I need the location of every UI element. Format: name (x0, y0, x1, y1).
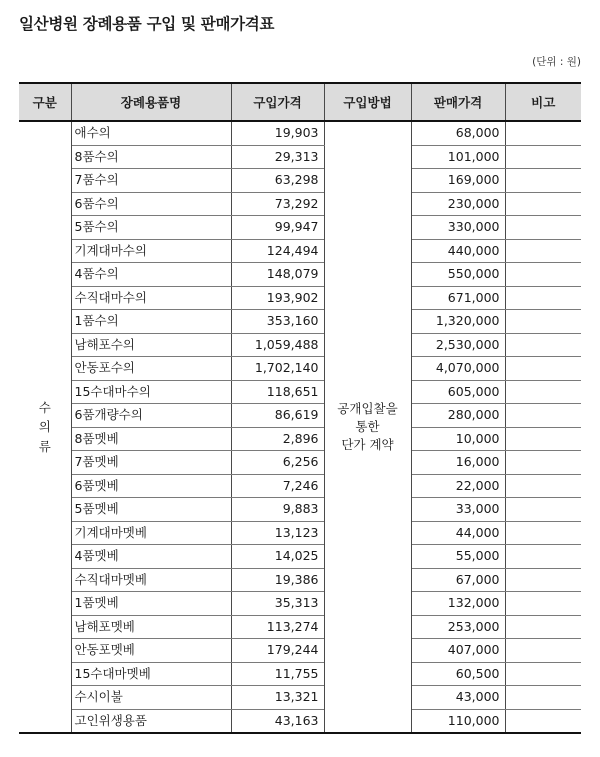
table-row (19, 451, 581, 475)
table-row (19, 310, 581, 334)
remarks-cell (505, 192, 581, 216)
remarks-cell (505, 521, 581, 545)
sale-price-cell: 1,320,000 (411, 310, 505, 334)
purchase-price-cell: 353,160 (231, 310, 324, 334)
purchase-price-cell: 124,494 (231, 239, 324, 263)
remarks-cell (505, 451, 581, 475)
item-name-cell: 기계대마수의 (71, 239, 231, 263)
table-row (19, 474, 581, 498)
item-name-cell: 1품수의 (71, 310, 231, 334)
remarks-cell (505, 380, 581, 404)
purchase-price-cell: 35,313 (231, 592, 324, 616)
sale-price-cell: 16,000 (411, 451, 505, 475)
sale-price-cell: 68,000 (411, 121, 505, 145)
category-char: 류 (38, 438, 51, 454)
remarks-cell (505, 709, 581, 733)
table-row (19, 498, 581, 522)
item-name-cell: 7품멧베 (71, 451, 231, 475)
item-name-cell: 4품멧베 (71, 545, 231, 569)
table-row (19, 427, 581, 451)
item-name-cell: 수직대마수의 (71, 286, 231, 310)
item-name-cell: 안동포멧베 (71, 639, 231, 663)
purchase-price-cell: 43,163 (231, 709, 324, 733)
purchase-price-cell: 29,313 (231, 145, 324, 169)
sale-price-cell: 132,000 (411, 592, 505, 616)
remarks-cell (505, 286, 581, 310)
remarks-cell (505, 427, 581, 451)
item-name-cell: 1품멧베 (71, 592, 231, 616)
table-row (19, 568, 581, 592)
remarks-cell (505, 169, 581, 193)
category-char: 의 (38, 419, 51, 435)
purchase-method-cell (324, 121, 411, 733)
purchase-price-cell: 148,079 (231, 263, 324, 287)
sale-price-cell: 169,000 (411, 169, 505, 193)
purchase-price-cell: 2,896 (231, 427, 324, 451)
table-row (19, 639, 581, 663)
purchase-price-cell: 14,025 (231, 545, 324, 569)
purchase-price-cell: 11,755 (231, 662, 324, 686)
purchase-price-cell: 9,883 (231, 498, 324, 522)
remarks-cell (505, 639, 581, 663)
purchase-price-cell: 63,298 (231, 169, 324, 193)
header-sale-price: 판매가격 (411, 83, 505, 121)
header-row (19, 83, 581, 121)
purchase-price-cell: 179,244 (231, 639, 324, 663)
remarks-cell (505, 145, 581, 169)
table-row (19, 145, 581, 169)
remarks-cell (505, 333, 581, 357)
purchase-price-cell: 193,902 (231, 286, 324, 310)
purchase-price-cell: 1,059,488 (231, 333, 324, 357)
table-row (19, 709, 581, 733)
sale-price-cell: 10,000 (411, 427, 505, 451)
item-name-cell: 수직대마멧베 (71, 568, 231, 592)
sale-price-cell: 60,500 (411, 662, 505, 686)
table-row (19, 216, 581, 240)
item-name-cell: 8품멧베 (71, 427, 231, 451)
remarks-cell (505, 662, 581, 686)
purchase-price-cell: 73,292 (231, 192, 324, 216)
sale-price-cell: 67,000 (411, 568, 505, 592)
sale-price-cell: 44,000 (411, 521, 505, 545)
purchase-price-cell: 6,256 (231, 451, 324, 475)
remarks-cell (505, 216, 581, 240)
table-row (19, 333, 581, 357)
sale-price-cell: 4,070,000 (411, 357, 505, 381)
item-name-cell: 수시이불 (71, 686, 231, 710)
table-row (19, 615, 581, 639)
purchase-price-cell: 113,274 (231, 615, 324, 639)
sale-price-cell: 330,000 (411, 216, 505, 240)
remarks-cell (505, 121, 581, 145)
item-name-cell: 안동포수의 (71, 357, 231, 381)
purchase-price-cell: 19,903 (231, 121, 324, 145)
table-row (19, 545, 581, 569)
header-purchase-method: 구입방법 (324, 83, 411, 121)
remarks-cell (505, 545, 581, 569)
sale-price-cell: 230,000 (411, 192, 505, 216)
item-name-cell: 남해포멧베 (71, 615, 231, 639)
table-row (19, 662, 581, 686)
item-name-cell: 15수대마멧베 (71, 662, 231, 686)
item-name-cell: 5품수의 (71, 216, 231, 240)
remarks-cell (505, 310, 581, 334)
item-name-cell: 4품수의 (71, 263, 231, 287)
price-table (19, 82, 581, 734)
item-name-cell: 6품멧베 (71, 474, 231, 498)
remarks-cell (505, 263, 581, 287)
item-name-cell: 15수대마수의 (71, 380, 231, 404)
sale-price-cell: 671,000 (411, 286, 505, 310)
table-row (19, 380, 581, 404)
item-name-cell: 5품멧베 (71, 498, 231, 522)
purchase-price-cell: 86,619 (231, 404, 324, 428)
remarks-cell (505, 615, 581, 639)
item-name-cell: 6품수의 (71, 192, 231, 216)
sale-price-cell: 33,000 (411, 498, 505, 522)
sale-price-cell: 253,000 (411, 615, 505, 639)
sale-price-cell: 407,000 (411, 639, 505, 663)
purchase-method-line: 공개입찰을 (337, 400, 398, 416)
remarks-cell (505, 404, 581, 428)
category-cell (19, 121, 71, 733)
remarks-cell (505, 686, 581, 710)
sale-price-cell: 550,000 (411, 263, 505, 287)
item-name-cell: 기계대마멧베 (71, 521, 231, 545)
remarks-cell (505, 568, 581, 592)
table-row (19, 169, 581, 193)
header-category: 구분 (19, 83, 71, 121)
unit-note: (단위 : 원) (532, 56, 581, 68)
sale-price-cell: 22,000 (411, 474, 505, 498)
header-item-name: 장례용품명 (71, 83, 231, 121)
category-char: 수 (38, 399, 51, 415)
sale-price-cell: 110,000 (411, 709, 505, 733)
purchase-method-line: 통한 (355, 418, 380, 434)
header-purchase-price: 구입가격 (231, 83, 324, 121)
sale-price-cell: 43,000 (411, 686, 505, 710)
remarks-cell (505, 474, 581, 498)
remarks-cell (505, 592, 581, 616)
sale-price-cell: 605,000 (411, 380, 505, 404)
purchase-price-cell: 13,123 (231, 521, 324, 545)
purchase-price-cell: 19,386 (231, 568, 324, 592)
table-row (19, 121, 581, 145)
purchase-price-cell: 118,651 (231, 380, 324, 404)
item-name-cell: 남해포수의 (71, 333, 231, 357)
table-row (19, 357, 581, 381)
table-row (19, 286, 581, 310)
purchase-price-cell: 99,947 (231, 216, 324, 240)
table-row (19, 263, 581, 287)
purchase-price-cell: 13,321 (231, 686, 324, 710)
item-name-cell: 6품개량수의 (71, 404, 231, 428)
remarks-cell (505, 357, 581, 381)
sale-price-cell: 2,530,000 (411, 333, 505, 357)
table-row (19, 404, 581, 428)
sale-price-cell: 101,000 (411, 145, 505, 169)
table-row (19, 521, 581, 545)
table-row (19, 686, 581, 710)
table-row (19, 592, 581, 616)
item-name-cell: 고인위생용품 (71, 709, 231, 733)
sale-price-cell: 280,000 (411, 404, 505, 428)
header-remarks: 비고 (505, 83, 581, 121)
page-title: 일산병원 장례용품 구입 및 판매가격표 (19, 15, 275, 33)
purchase-method-line: 단가 계약 (341, 437, 394, 453)
remarks-cell (505, 498, 581, 522)
item-name-cell: 7품수의 (71, 169, 231, 193)
sale-price-cell: 55,000 (411, 545, 505, 569)
table-row (19, 192, 581, 216)
item-name-cell: 애수의 (71, 121, 231, 145)
purchase-price-cell: 1,702,140 (231, 357, 324, 381)
item-name-cell: 8품수의 (71, 145, 231, 169)
sale-price-cell: 440,000 (411, 239, 505, 263)
purchase-price-cell: 7,246 (231, 474, 324, 498)
remarks-cell (505, 239, 581, 263)
table-body (19, 121, 581, 733)
table-row (19, 239, 581, 263)
